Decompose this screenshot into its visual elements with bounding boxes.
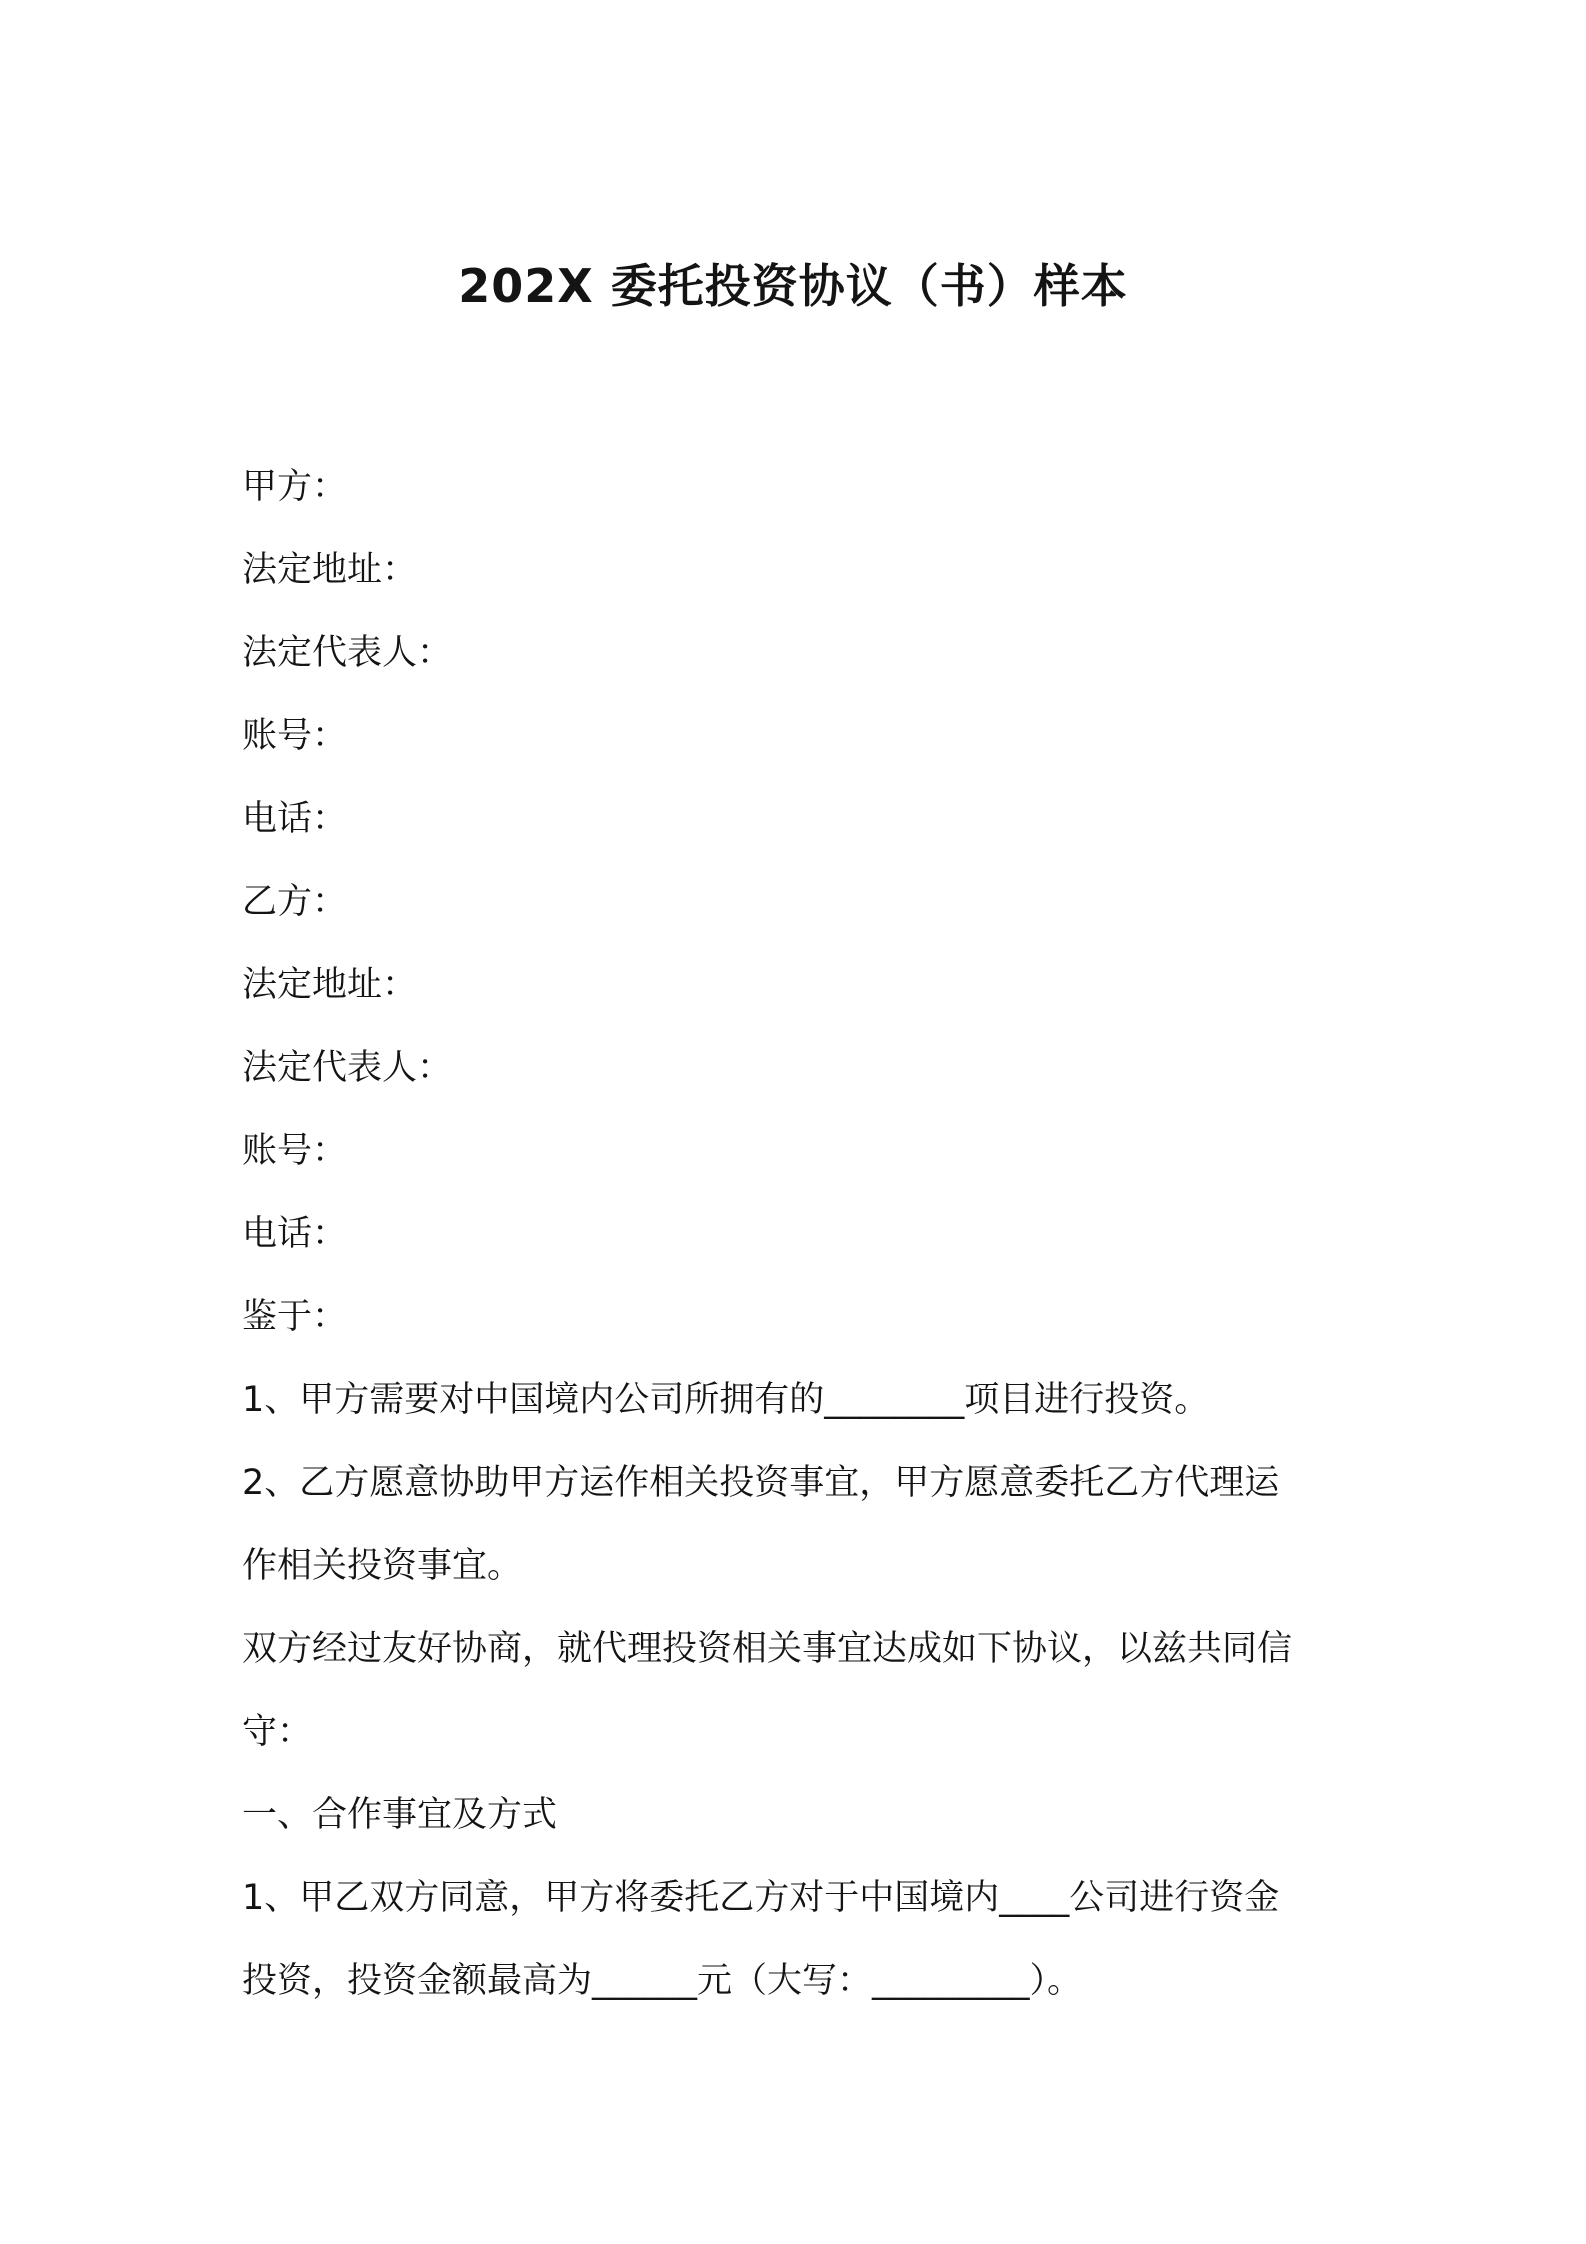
party-a-account-label: 账号： [242,716,348,756]
party-b-label: 乙方： [242,882,348,922]
party-b-representative-label: 法定代表人： [242,1048,453,1088]
whereas-clause-2-continued: 作相关投资事宜。 [242,1546,523,1586]
agreement-preamble: 双方经过友好协商，就代理投资相关事宜达成如下协议，以兹共同信 [242,1629,1293,1669]
party-a-label: 甲方： [242,467,348,507]
party-a-phone-label: 电话： [242,799,348,839]
party-a-address-label: 法定地址： [242,550,418,590]
section-1-heading: 一、合作事宜及方式 [242,1795,558,1835]
whereas-clause-1: 1、甲方需要对中国境内公司所拥有的________项目进行投资。 [242,1380,1210,1420]
document-body [242,446,1352,2023]
party-a-representative-label: 法定代表人： [242,633,453,673]
party-b-account-label: 账号： [242,1131,348,1171]
section-1-clause-1-continued: 投资，投资金额最高为______元（大写：_________）。 [242,1961,1083,2001]
document-title: 202X 委托投资协议（书）样本 [458,259,1128,313]
whereas-heading: 鉴于： [242,1297,348,1337]
party-b-address-label: 法定地址： [242,965,418,1005]
party-b-phone-label: 电话： [242,1214,348,1254]
whereas-clause-2: 2、乙方愿意协助甲方运作相关投资事宜，甲方愿意委托乙方代理运 [242,1463,1280,1503]
section-1-clause-1: 1、甲乙双方同意，甲方将委托乙方对于中国境内____公司进行资金 [242,1878,1280,1918]
agreement-preamble-continued: 守： [242,1712,313,1752]
